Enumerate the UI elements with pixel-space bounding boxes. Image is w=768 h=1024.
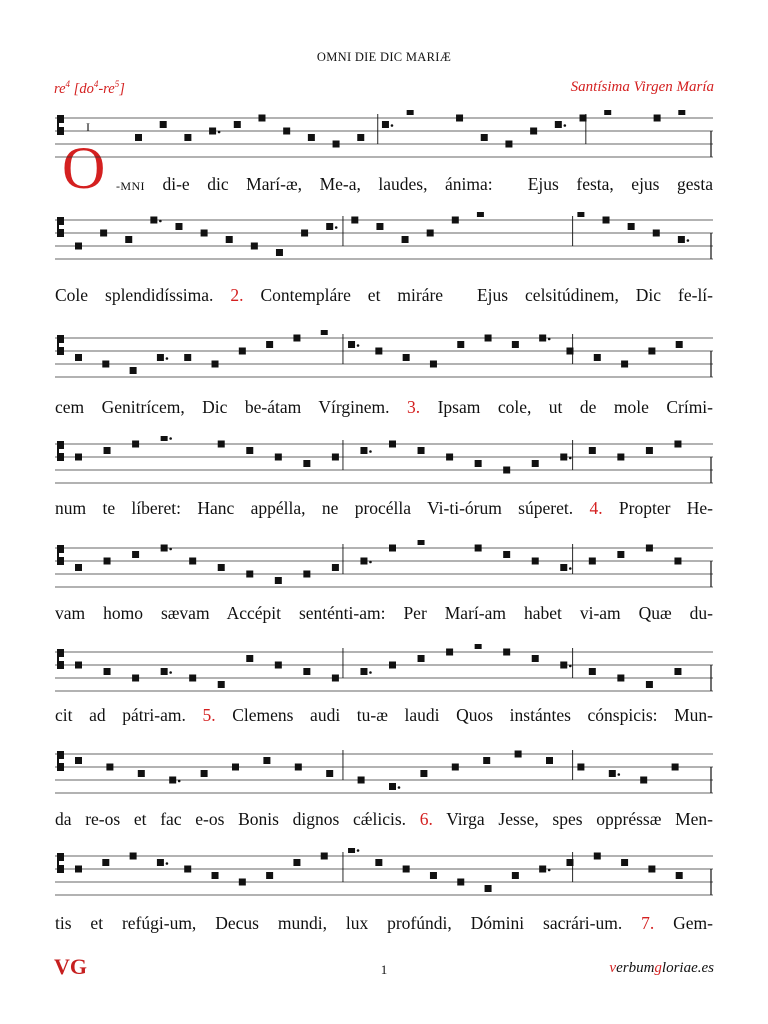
punctum-note [212,872,219,879]
punctum-note [674,668,681,675]
lyrics-segment: Contempláre et miráre Ejus celsitúdinem, Dic fe-lí- [243,285,713,305]
punctum-note [209,128,216,135]
punctum-note [161,436,168,441]
punctum-note [189,558,196,565]
punctum-note [532,558,539,565]
dedication-title: Santísima Virgen María [570,79,714,95]
website-link[interactable]: verbumgloriae.es [609,960,714,976]
punctum-note [138,770,145,777]
punctum-note [481,134,488,141]
punctum-note [218,441,225,448]
punctum-note [150,217,157,224]
punctum-note [594,853,601,860]
punctum-note [275,454,282,461]
punctum-note [485,335,492,342]
punctum-note [246,571,253,578]
lyrics-text [55,605,713,623]
punctum-note [539,335,546,342]
lyrics-text [55,915,713,933]
do-clef-icon [57,853,64,873]
punctum-note [308,134,315,141]
punctum-note [125,236,132,243]
chant-staff [55,436,713,496]
punctum-note [130,853,137,860]
lyrics-line [55,605,713,623]
punctum-note [427,230,434,237]
punctum-note [357,134,364,141]
verse-number: 7. [641,913,655,933]
lyrics-segment: Clemens audi tu-æ laudi Quos instántes cónspicis: Mun- [215,705,713,725]
lyrics-text [116,176,713,194]
punctum-note [475,545,482,552]
punctum-note [560,662,567,669]
mora-dot [159,220,162,223]
verse-number: 4. [589,498,603,518]
punctum-note [430,872,437,879]
mora-dot [569,457,572,460]
punctum-note [303,460,310,467]
mora-dot [335,226,338,229]
mora-dot [178,780,181,783]
punctum-note [246,447,253,454]
punctum-note [678,110,685,115]
punctum-note [452,217,459,224]
punctum-note [678,236,685,243]
punctum-note [75,354,82,361]
punctum-note [589,558,596,565]
mora-dot [369,671,372,674]
punctum-note [617,675,624,682]
punctum-note [360,668,367,675]
punctum-note [161,668,168,675]
lyrics-segment: Gem- [654,913,713,933]
punctum-note [293,335,300,342]
punctum-note [375,348,382,355]
punctum-note [157,354,164,361]
punctum-note [251,243,258,250]
punctum-note [640,777,647,784]
punctum-note [456,115,463,122]
punctum-note [653,230,660,237]
punctum-note [326,770,333,777]
lyrics-segment: Cole splendidíssima. [55,285,231,305]
chant-staff [55,540,713,600]
lyrics-line [116,176,713,194]
punctum-note [407,110,414,115]
punctum-note [358,777,365,784]
punctum-note [232,764,239,771]
verse-number: 2. [230,285,244,305]
punctum-note [577,212,584,217]
punctum-note [303,668,310,675]
mora-dot [169,671,172,674]
punctum-note [161,545,168,552]
mora-dot [391,124,394,127]
punctum-note [430,361,437,368]
punctum-note [418,540,425,545]
mora-dot [166,862,169,865]
punctum-note [75,454,82,461]
punctum-note [485,885,492,892]
punctum-note [505,141,512,148]
punctum-note [389,662,396,669]
lyrics-segment: Virga Jesse, spes oppréssæ Men- [432,809,713,829]
punctum-note [102,361,109,368]
punctum-note [676,341,683,348]
punctum-note [184,354,191,361]
punctum-note [283,128,290,135]
punctum-note [617,551,624,558]
punctum-note [503,649,510,656]
punctum-note [130,367,137,374]
punctum-note [246,655,253,662]
punctum-note [135,134,142,141]
punctum-note [360,447,367,454]
punctum-note [104,668,111,675]
punctum-note [102,859,109,866]
punctum-note [75,564,82,571]
punctum-note [226,236,233,243]
punctum-note [295,764,302,771]
punctum-note [648,866,655,873]
punctum-note [589,668,596,675]
punctum-note [503,551,510,558]
punctum-note [403,866,410,873]
mora-dot [169,548,172,551]
punctum-note [555,121,562,128]
punctum-note [532,460,539,467]
punctum-note [263,757,270,764]
punctum-note [276,249,283,256]
chant-staff [55,110,713,170]
punctum-note [293,859,300,866]
punctum-note [418,447,425,454]
lyrics-segment: Ipsam cole, ut de mole Crími- [420,397,713,417]
punctum-note [201,770,208,777]
punctum-note [621,361,628,368]
punctum-note [75,757,82,764]
punctum-note [184,134,191,141]
do-clef-icon [57,335,64,355]
punctum-note [418,655,425,662]
chant-staff [55,848,713,908]
mora-dot [398,786,401,789]
lyrics-segment: -MNI [116,179,145,193]
punctum-note [132,441,139,448]
mora-dot [369,450,372,453]
mora-dot [166,357,169,360]
punctum-note [532,655,539,662]
mora-dot [357,849,360,852]
punctum-note [326,223,333,230]
punctum-note [332,564,339,571]
punctum-note [218,564,225,571]
mora-dot [569,665,572,668]
do-clef-icon [57,545,64,565]
punctum-note [594,354,601,361]
punctum-note [132,675,139,682]
part-number: I [86,120,90,134]
punctum-note [560,454,567,461]
punctum-note [348,341,355,348]
punctum-note [457,879,464,886]
punctum-note [389,441,396,448]
mora-dot [687,239,690,242]
lyrics-text [55,811,713,829]
punctum-note [351,217,358,224]
hymn-main-title: OMNI DIE DIC MARIÆ [316,50,452,64]
punctum-note [106,764,113,771]
punctum-note [360,558,367,565]
punctum-note [546,757,553,764]
punctum-note [301,230,308,237]
punctum-note [75,662,82,669]
punctum-note [333,141,340,148]
lyrics-line [55,811,713,829]
punctum-note [512,341,519,348]
lyrics-text [55,707,713,725]
punctum-note [160,121,167,128]
punctum-note [621,859,628,866]
lyrics-segment: cit ad pátri-am. [55,705,203,725]
lyrics-line [55,500,713,518]
punctum-note [104,558,111,565]
lyrics-segment: vam homo sævam Accépit senténti-am: Per Marí-am habet vi-am Quæ du- [55,603,713,623]
page-number: 1 [380,962,388,977]
punctum-note [303,571,310,578]
punctum-note [169,777,176,784]
punctum-note [239,879,246,886]
punctum-note [376,223,383,230]
punctum-note [603,217,610,224]
do-clef-icon [57,217,64,237]
mora-dot [548,338,551,341]
punctum-note [403,354,410,361]
punctum-note [266,872,273,879]
punctum-note [382,121,389,128]
punctum-note [646,681,653,688]
punctum-note [609,770,616,777]
punctum-note [402,236,409,243]
punctum-note [258,115,265,122]
punctum-note [446,649,453,656]
punctum-note [132,551,139,558]
punctum-note [617,454,624,461]
punctum-note [672,764,679,771]
chant-staff [55,212,713,272]
lyrics-segment: cem Genitrícem, Dic be-átam Vírginem. [55,397,407,417]
verse-number: 3. [407,397,421,417]
punctum-note [475,644,482,649]
mora-dot [548,869,551,872]
publisher-logo[interactable]: VG [54,954,87,979]
punctum-note [530,128,537,135]
punctum-note [577,764,584,771]
punctum-note [515,751,522,758]
chant-staff [55,330,713,390]
punctum-note [457,341,464,348]
mora-dot [564,124,567,127]
verse-number: 6. [419,809,433,829]
punctum-note [184,866,191,873]
punctum-note [104,447,111,454]
punctum-note [189,675,196,682]
punctum-note [446,454,453,461]
do-clef-icon [57,441,64,461]
punctum-note [266,341,273,348]
punctum-note [332,675,339,682]
punctum-note [560,564,567,571]
punctum-note [75,243,82,250]
punctum-note [483,757,490,764]
lyrics-line [55,399,713,417]
lyrics-line [55,915,713,933]
punctum-note [674,441,681,448]
lyrics-segment: da re-os et fac e-os Bonis dignos cǽlicis. [55,809,420,829]
initial-letter: O [62,135,106,201]
lyrics-segment: di-e dic Marí-æ, Me-a, laudes, ánima: Ejus festa, ejus gesta [144,174,713,194]
punctum-note [157,859,164,866]
punctum-note [389,545,396,552]
punctum-note [275,577,282,584]
punctum-note [512,872,519,879]
mora-dot [569,567,572,570]
punctum-note [477,212,484,217]
mora-dot [218,131,221,134]
lyrics-segment: tis et refúgi-um, Decus mundi, lux profúndi, Dómini sacrári-um. [55,913,642,933]
punctum-note [676,872,683,879]
lyrics-text [55,287,713,305]
punctum-note [674,558,681,565]
do-clef-icon [57,751,64,771]
punctum-note [175,223,182,230]
lyrics-line [55,287,713,305]
mode-indicator: $re^4$ $[do^4-re^5]$ [54,79,125,97]
chant-staff [55,746,713,806]
lyrics-segment: num te líberet: Hanc appélla, ne procélla Vi-ti-órum súperet. [55,498,590,518]
lyrics-text [55,500,713,518]
punctum-note [654,115,661,122]
lyrics-line [55,707,713,725]
punctum-note [646,447,653,454]
punctum-note [604,110,611,115]
punctum-note [212,361,219,368]
chant-staff [55,644,713,704]
lyrics-segment: Propter He- [602,498,713,518]
punctum-note [75,866,82,873]
punctum-note [100,230,107,237]
punctum-note [239,348,246,355]
mora-dot [169,437,172,440]
do-clef-icon [57,649,64,669]
punctum-note [375,859,382,866]
punctum-note [475,460,482,467]
punctum-note [646,545,653,552]
punctum-note [539,866,546,873]
punctum-note [389,783,396,790]
punctum-note [503,467,510,474]
punctum-note [332,454,339,461]
punctum-note [420,770,427,777]
punctum-note [321,330,328,335]
punctum-note [234,121,241,128]
punctum-note [218,681,225,688]
verse-number: 5. [202,705,216,725]
punctum-note [589,447,596,454]
do-clef-icon [57,115,64,135]
lyrics-text [55,399,713,417]
mora-dot [369,561,372,564]
punctum-note [201,230,208,237]
punctum-note [452,764,459,771]
mora-dot [357,344,360,347]
punctum-note [648,348,655,355]
punctum-note [321,853,328,860]
punctum-note [275,662,282,669]
mora-dot [618,773,621,776]
punctum-note [628,223,635,230]
punctum-note [348,848,355,853]
